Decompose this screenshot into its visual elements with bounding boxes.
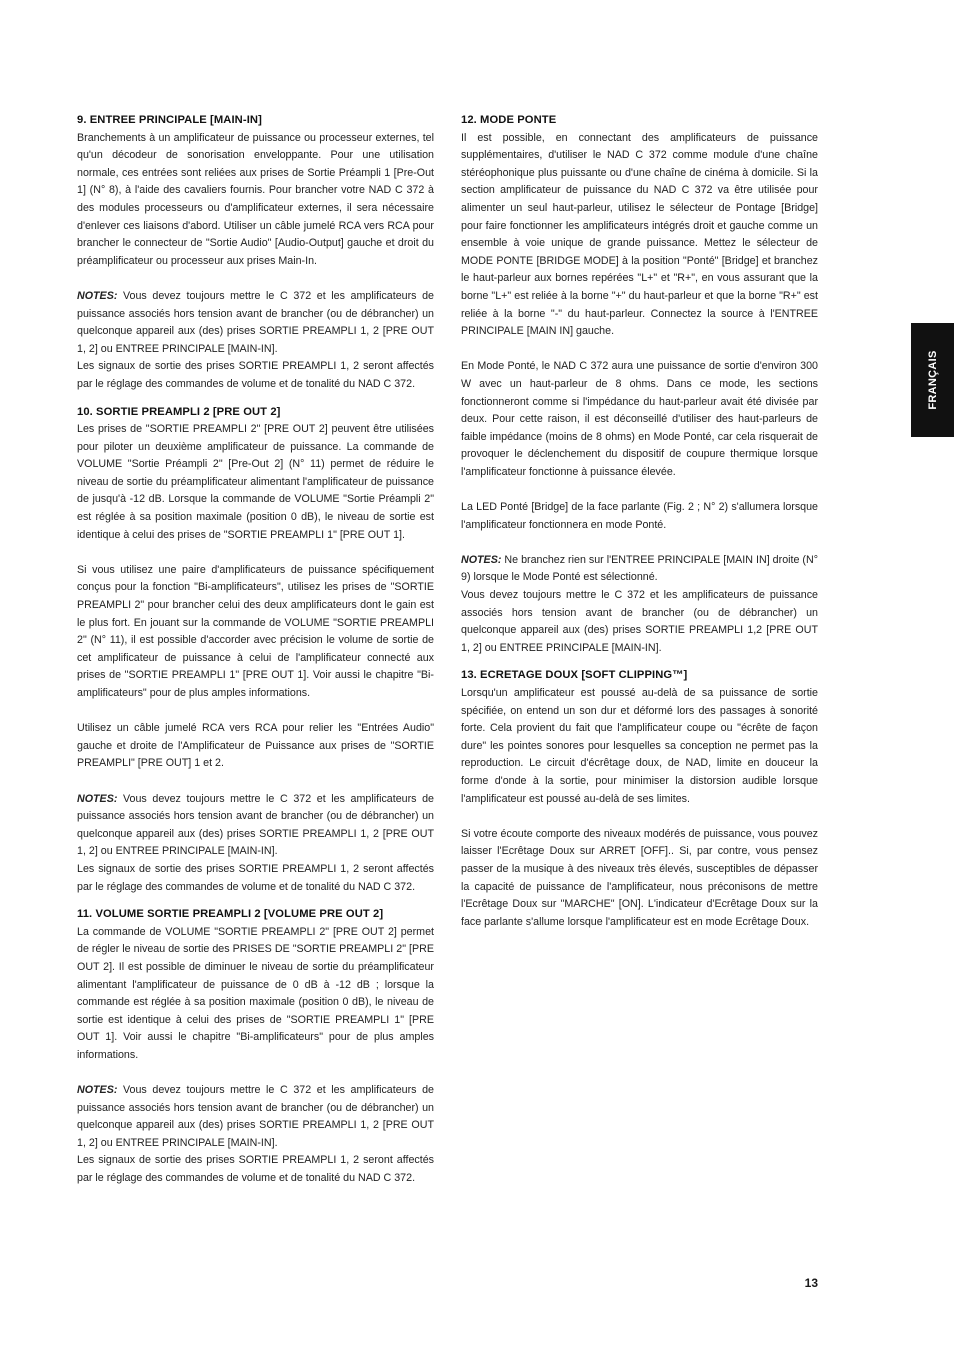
notes-label: NOTES: bbox=[77, 792, 118, 805]
section-12-notes bbox=[461, 552, 818, 587]
left-column bbox=[77, 112, 434, 1188]
language-tab bbox=[911, 323, 954, 437]
section-11-notes-2: Les signaux de sortie des prises SORTIE PREAMPLI 1, 2 seront affectés par le réglage des commandes de volume et de tonalité du NAD C 372. bbox=[77, 1154, 434, 1185]
section-9-notes-2: Les signaux de sortie des prises SORTIE PREAMPLI 1, 2 seront affectés par le réglage des commandes de volume et de tonalité du NAD C 372. bbox=[77, 360, 434, 390]
section-12-paragraph-1: Il est possible, en connectant des amplificateurs de puissance supplémentaires, d'utiliser le NAD C 372 comme module d'une chaîne stéréophonique plus puissante ou d'une chaîne de cinéma à domicile. Si la section amplificateur de puissance du NAD C 372 va être utilisée pour alimenter un seul haut-parleur, utilisez le sélecteur de Pontage [Bridge] pour faire fonctionner les amplificateurs intégrés droit et gauche comme un ensemble à voie unique de grande puissance. Mettez le sélecteur de MODE PONTE [BRIDGE MODE] à la position "Ponté" [Bridge] et branchez le haut-parleur aux bornes repérées "L+" et "R+", en vous assurant que la borne "L+" est reliée à la borne "+" du haut-parleur et que la borne "R+" est reliée à la borne "-" du haut-parleur. Connectez la source à l'ENTREE PRINCIPALE [MAIN IN] gauche. bbox=[461, 131, 818, 338]
page-number: 13 bbox=[804, 1276, 818, 1290]
section-10-title: 10. SORTIE PREAMPLI 2 [PRE OUT 2] bbox=[77, 405, 281, 418]
section-10-notes bbox=[77, 791, 434, 861]
section-11-title: 11. VOLUME SORTIE PREAMPLI 2 [VOLUME PRE OUT 2] bbox=[77, 908, 384, 921]
section-10 bbox=[77, 404, 434, 897]
section-11-notes bbox=[77, 1082, 434, 1152]
notes-label: NOTES: bbox=[77, 1084, 118, 1097]
section-10-paragraph-3: Utilisez un câble jumelé RCA vers RCA pour relier les "Entrées Audio" gauche et droite de l'Amplificateur de Puissance aux prises de "SORTIE PREAMPLI" [PRE OUT] 1 et 2. bbox=[77, 722, 434, 770]
section-11-paragraph-1: La commande de VOLUME "SORTIE PREAMPLI 2" [PRE OUT 2] permet de régler le niveau de sortie des PRISES DE "SORTIE PREAMPLI 2" [PRE OUT 2]. Il est possible de diminuer le niveau de sortie du préamplificateur alimentant l'amplificateur de puissance de 0 dB à -12 dB ; lorsque la commande est réglée à sa position maximale (position 0 dB), le niveau de sortie est identique à celui des prises de "SORTIE PREAMPLI 1" [PRE OUT 1]. Voir aussi le chapitre "Bi-amplificateurs" pour de plus amples informations. bbox=[77, 925, 434, 1061]
section-12-paragraph-2: En Mode Ponté, le NAD C 372 aura une puissance de sortie d'environ 300 W avec un haut-parleur de 8 ohms. Dans ce mode, les sections fonctionneront comme si l'impédance du haut-parleur avait été divisée par deux. Pour cette raison, il est déconseillé d'utiliser des haut-parleurs de faible impédance (moins de 8 ohms) en Mode Ponté, car cela risquerait de provoquer le déclenchement du dispositif de coupure thermique lorsque l'amplificateur fonctionne à puissance élevée. bbox=[461, 360, 818, 478]
section-9-notes bbox=[77, 288, 434, 358]
section-12 bbox=[461, 112, 818, 657]
section-13-title: 13. ECRETAGE DOUX [SOFT CLIPPING™] bbox=[461, 669, 688, 682]
section-9-title: 9. ENTREE PRINCIPALE [MAIN-IN] bbox=[77, 114, 262, 126]
notes-text: Vous devez toujours mettre le C 372 et les amplificateurs de puissance associés hors tension avant de brancher (ou de débrancher) un quelconque appareil aux (des) prises SORTIE PREAMPLI 1, 2 [PRE OUT 1, 2] ou ENTREE PRINCIPALE [MAIN-IN]. bbox=[77, 1084, 434, 1149]
section-12-paragraph-3: La LED Ponté [Bridge] de la face parlante (Fig. 2 ; N° 2) s'allumera lorsque l'amplificateur fonctionnera en mode Ponté. bbox=[461, 501, 818, 531]
section-11 bbox=[77, 906, 434, 1188]
section-12-notes-2: Vous devez toujours mettre le C 372 et les amplificateurs de puissance associés hors tension avant de brancher (ou de débrancher) un quelconque appareil aux (des) prises SORTIE PREAMPLI 1,2 [PRE OUT 1, 2] ou ENTREE PRINCIPALE [MAIN-IN]. bbox=[461, 589, 818, 654]
section-9-paragraph-1: Branchements à un amplificateur de puissance ou processeur externes, tel qu'un décodeur de sonorisation enveloppante. Pour une utilisation normale, ces entrées sont reliées aux prises de Sortie Préampli 1 [Pre-Out 1] (N° 8), à l'aide des cavaliers fournis. Pour brancher votre NAD C 372 à des modules processeurs ou d'amplificateur externes, il sera nécessaire d'enlever ces liaisons d'abord. Utiliser un câble jumelé RCA vers RCA pour brancher le connecteur de "Sortie Audio" [Audio-Output] gauche et droit du préamplificateur ou processeur aux prises Main-In. bbox=[77, 131, 434, 267]
notes-text: Vous devez toujours mettre le C 372 et les amplificateurs de puissance associés hors tension avant de brancher (ou de débrancher) un quelconque appareil aux (des) prises SORTIE PREAMPLI 1, 2 [PRE OUT 1, 2] ou ENTREE PRINCIPALE [MAIN-IN]. bbox=[77, 792, 434, 858]
notes-label: NOTES: bbox=[77, 289, 118, 302]
right-column bbox=[461, 112, 818, 931]
section-10-paragraph-1: Les prises de "SORTIE PREAMPLI 2" [PRE OUT 2] peuvent être utilisées pour piloter un deuxième amplificateur de puissance. La commande de VOLUME "Sortie Préampli 2" [Pre-Out 2] (N° 11) permet de réduire le niveau de sortie du préamplificateur alimentant l'amplificateur de puissance de jusqu'à -12 dB. Lorsque la commande de VOLUME "Sortie Préampli 2" est réglée à sa position maximale (position 0 dB), le niveau de sortie est identique à celui des prises de "SORTIE PREAMPLI 1" [PRE OUT 1]. bbox=[77, 423, 434, 541]
notes-label: NOTES: bbox=[461, 553, 502, 566]
section-12-title: 12. MODE PONTE bbox=[461, 114, 557, 126]
notes-text: Ne branchez rien sur l'ENTREE PRINCIPALE [MAIN IN] droite (N° 9) lorsque le Mode Ponté est sélectionné. bbox=[461, 553, 818, 584]
language-tab-label: FRANÇAIS bbox=[926, 350, 939, 410]
section-10-paragraph-2: Si vous utilisez une paire d'amplificateurs de puissance spécifiquement conçus pour la fonction "Bi-amplificateurs", utilisez les prises de "SORTIE PREAMPLI 2" pour brancher celui des deux amplificateurs dont le gain est le plus fort. En jouant sur la commande de VOLUME "SORTIE PREAMPLI 2" (N° 11), il est possible d'accorder avec précision le volume de sortie de cet amplificateur de puissance à celui de l'amplificateur connecté aux prises de "SORTIE PREAMPLI 1" [PRE OUT 1]. Voir aussi le chapitre "Bi-amplificateurs" pour de plus amples informations. bbox=[77, 563, 434, 699]
section-13-paragraph-1: Lorsqu'un amplificateur est poussé au-delà de sa puissance de sortie spécifiée, on entend un son dur et déformé lors des passages à sonorité forte. Cela provient du fait que l'amplificateur coupe ou "écrête de façon dure" les pointes sonores pour lesquelles sa conception ne permet pas la reproduction. Le circuit d'écrêtage doux, de NAD, limite en douceur la forme d'onde à la sortie, pour minimiser la distorsion audible lorsque l'amplificateur est poussé au-delà de ses limites. bbox=[461, 687, 818, 805]
notes-text: Vous devez toujours mettre le C 372 et les amplificateurs de puissance associés hors tension avant de brancher (ou de débrancher) un quelconque appareil aux (des) prises SORTIE PREAMPLI 1, 2 [PRE OUT 1, 2] ou ENTREE PRINCIPALE [MAIN-IN]. bbox=[77, 289, 434, 355]
section-13-paragraph-2: Si votre écoute comporte des niveaux modérés de puissance, vous pouvez laisser l'Ecrêtage Doux sur ARRET [OFF].. Si, par contre, vous pensez passer de la musique à des niveaux très élevés, susceptibles de dépasser la capacité de puissance de l'amplificateur, nous préconisons de mettre l'Ecrêtage Doux sur "MARCHE" [ON]. L'indicateur d'Ecrêtage Doux sur la face parlante s'allume lorsque l'amplificateur est en mode Ecrêtage Doux. bbox=[461, 827, 818, 928]
section-10-notes-2: Les signaux de sortie des prises SORTIE PREAMPLI 1, 2 seront affectés par le réglage des commandes de volume et de tonalité du NAD C 372. bbox=[77, 862, 434, 893]
section-13 bbox=[461, 667, 818, 931]
section-9 bbox=[77, 112, 434, 394]
